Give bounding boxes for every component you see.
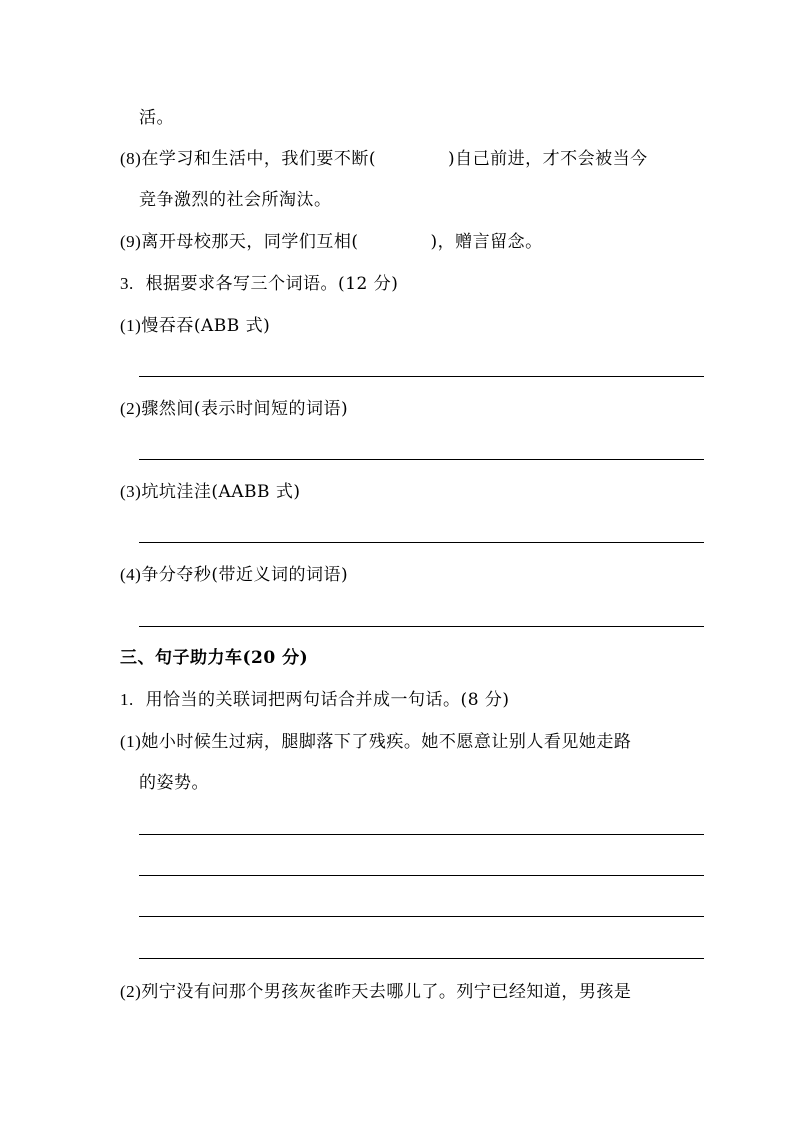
item-text: 她小时候生过病，腿脚落下了残疾。她不愿意让别人看见她走路: [141, 732, 632, 752]
s3-q1-item-2: [120, 980, 631, 1004]
item-label: (3): [120, 482, 142, 501]
q3-item-1: [120, 314, 270, 338]
item-label: (4): [120, 565, 142, 584]
section-3-title: 三、句子助力车(20 分): [120, 648, 309, 668]
answer-line[interactable]: [139, 916, 704, 917]
q2-item-9: [120, 230, 543, 254]
item-label: (1): [120, 316, 142, 335]
question-number: 1.: [120, 690, 134, 709]
item-text-after: )自己前进，才不会被当今: [447, 149, 648, 169]
q3-prompt: [120, 272, 398, 296]
s3-q1-item-1-continuation: 的姿势。: [139, 773, 209, 793]
item-text: 坑坑洼洼(AABB 式): [141, 482, 301, 502]
question-text: 用恰当的关联词把两句话合并成一句话。(8 分): [145, 690, 510, 710]
question-number: 3.: [120, 274, 134, 293]
s3-q1-prompt: [120, 688, 510, 712]
item-label: (1): [120, 732, 142, 751]
answer-line[interactable]: [139, 459, 704, 460]
answer-line[interactable]: [139, 376, 704, 377]
item-label: (9): [120, 232, 142, 251]
s3-q1-item-1: [120, 730, 631, 754]
item-label: (2): [120, 982, 142, 1001]
continuation-text: 活。: [139, 108, 174, 128]
item-text-after: )，赠言留念。: [430, 232, 543, 252]
item-text: 骤然间(表示时间短的词语): [141, 399, 349, 419]
item-label: (2): [120, 399, 142, 418]
answer-line[interactable]: [139, 542, 704, 543]
item-text: 列宁没有问那个男孩灰雀昨天去哪儿了。列宁已经知道，男孩是: [141, 982, 632, 1002]
q2-item-8: [120, 147, 648, 171]
answer-line[interactable]: [139, 626, 704, 627]
answer-line[interactable]: [139, 834, 704, 835]
answer-line[interactable]: [139, 958, 704, 959]
q3-item-2: [120, 397, 348, 421]
item-text-before: 在学习和生活中，我们要不断(: [141, 149, 376, 169]
item-label: (8): [120, 149, 142, 168]
item-text: 争分夺秒(带近义词的词语): [141, 565, 349, 585]
q3-item-4: [120, 563, 348, 587]
q2-item-8-continuation: 竞争激烈的社会所淘汰。: [139, 190, 332, 210]
answer-line[interactable]: [139, 875, 704, 876]
q3-item-3: [120, 480, 301, 504]
item-text-before: 离开母校那天，同学们互相(: [141, 232, 359, 252]
question-text: 根据要求各写三个词语。(12 分): [145, 274, 399, 294]
item-text: 慢吞吞(ABB 式): [141, 316, 271, 336]
